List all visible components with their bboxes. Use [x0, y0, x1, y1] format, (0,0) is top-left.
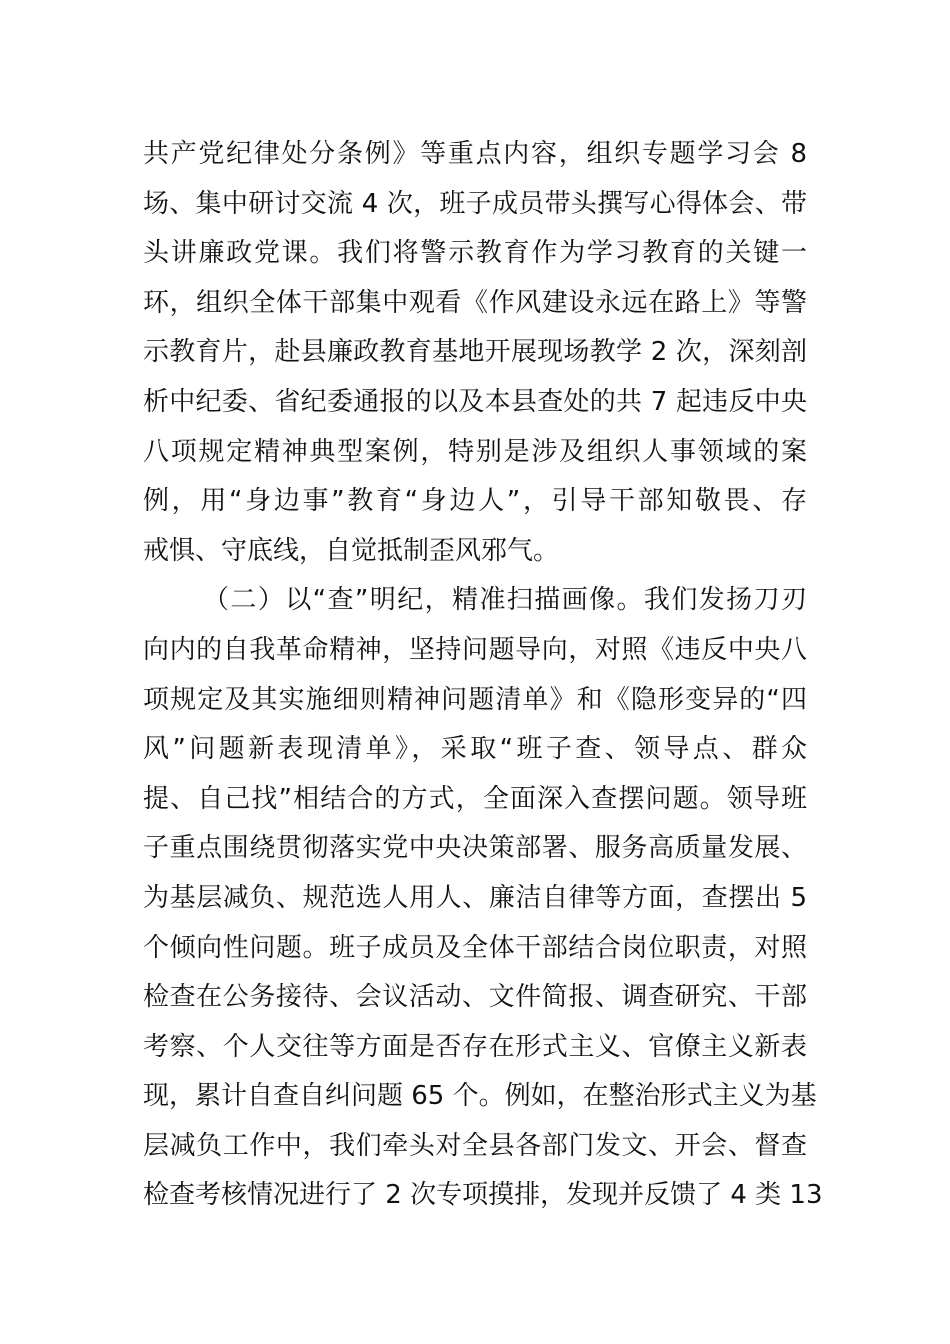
text-line: 检查考核情况进行了 2 次专项摸排，发现并反馈了 4 类 13: [143, 1180, 823, 1211]
paragraph-1: [143, 130, 807, 576]
text-line: 八项规定精神典型案例，特别是涉及组织人事领域的案: [143, 436, 807, 467]
text-line: 检查在公务接待、会议活动、文件简报、调查研究、干部: [143, 982, 807, 1013]
text-line: 头讲廉政党课。我们将警示教育作为学习教育的关键一: [143, 238, 807, 269]
text-line: 场、集中研讨交流 4 次，班子成员带头撰写心得体会、带: [143, 188, 807, 219]
text-line: 子重点围绕贯彻落实党中央决策部署、服务高质量发展、: [143, 833, 807, 864]
text-line: 提、自己找”相结合的方式，全面深入查摆问题。领导班: [143, 783, 807, 814]
text-line: 个倾向性问题。班子成员及全体干部结合岗位职责，对照: [143, 932, 807, 963]
text-line: 现，累计自查自纠问题 65 个。例如，在整治形式主义为基: [143, 1081, 817, 1112]
text-line: 为基层减负、规范选人用人、廉洁自律等方面，查摆出 5: [143, 882, 807, 913]
text-line: 向内的自我革命精神，坚持问题导向，对照《违反中央八: [143, 634, 807, 665]
paragraph-2: [143, 576, 823, 1221]
text-line: 示教育片，赴县廉政教育基地开展现场教学 2 次，深刻剖: [143, 337, 807, 368]
text-line: （二）以“查”明纪，精准扫描画像。我们发扬刀刃: [203, 585, 807, 616]
text-line: 戒惧、守底线，自觉抵制歪风邪气。: [143, 535, 560, 566]
text-line: 风”问题新表现清单》，采取“班子查、领导点、群众: [143, 734, 807, 765]
document-page: [143, 130, 823, 1221]
text-line: 共产党纪律处分条例》等重点内容，组织专题学习会 8: [143, 139, 807, 169]
text-line: 例，用“身边事”教育“身边人”，引导干部知敬畏、存: [143, 486, 807, 517]
text-line: 层减负工作中，我们牵头对全县各部门发文、开会、督查: [143, 1130, 807, 1161]
text-line: 考察、个人交往等方面是否存在形式主义、官僚主义新表: [143, 1031, 807, 1062]
text-line: 环，组织全体干部集中观看《作风建设永远在路上》等警: [143, 287, 807, 318]
text-line: 项规定及其实施细则精神问题清单》和《隐形变异的“四: [143, 684, 807, 715]
text-line: 析中纪委、省纪委通报的以及本县查处的共 7 起违反中央: [143, 386, 807, 417]
